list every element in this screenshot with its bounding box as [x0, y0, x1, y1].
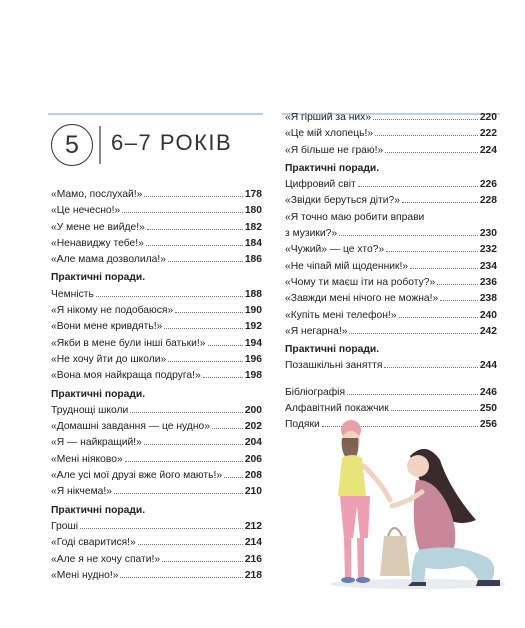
toc-page-number: 210: [244, 486, 262, 498]
toc-entry-title: «Але я не хочу спати!»: [51, 553, 161, 565]
toc-page-number: 190: [244, 305, 262, 317]
toc-leader-dots: [168, 261, 243, 262]
toc-leader-dots: [399, 317, 478, 318]
toc-leader-dots: [203, 377, 243, 378]
toc-page-number: 184: [244, 237, 262, 249]
toc-entry-title: «Я точно маю робити вправи: [285, 211, 425, 223]
toc-entry[interactable]: [285, 308, 497, 324]
toc-page-number: 204: [244, 437, 262, 449]
toc-entry-title: «Я негарна!»: [285, 325, 348, 337]
toc-leader-dots: [162, 561, 243, 562]
toc-entry-title: «Ненавиджу тебе!»: [51, 237, 144, 249]
toc-entry-title: «Я нікчема!»: [51, 486, 112, 498]
toc-leader-dots: [80, 528, 243, 529]
toc-page-number: 218: [244, 569, 262, 581]
toc-entry[interactable]: [51, 568, 262, 584]
toc-page-number: 188: [244, 288, 262, 300]
toc-entry[interactable]: [51, 336, 262, 352]
toc-entry[interactable]: [285, 210, 497, 226]
toc-page-number: 216: [244, 553, 262, 565]
toc-leader-dots: [347, 394, 478, 395]
toc-page-number: 220: [479, 112, 497, 123]
chapter-title: 6–7 РОКІВ: [111, 130, 233, 155]
toc-entry[interactable]: [51, 452, 262, 468]
toc-leader-dots: [96, 296, 243, 297]
toc-entry-title: «Це нечесно!»: [51, 205, 121, 217]
toc-entry[interactable]: [51, 403, 262, 419]
toc-entry-title: «Я — найкращий!»: [51, 437, 142, 449]
toc-entry-title: «Звідки беруться діти?»: [285, 195, 400, 207]
toc-page-number: 234: [479, 260, 497, 272]
toc-entry-title: «Якби в мене були інші батьки!»: [51, 337, 206, 349]
toc-leader-dots: [147, 229, 243, 230]
toc-page-number: 198: [244, 370, 262, 382]
toc-entry[interactable]: [285, 126, 497, 142]
toc-page-number: 192: [244, 321, 262, 333]
toc-leader-dots: [120, 577, 242, 578]
toc-section-heading: Практичні поради.: [285, 162, 380, 174]
toc-page-number: 208: [244, 470, 262, 482]
toc-page-number: 222: [479, 128, 497, 140]
chapter-divider: [99, 126, 101, 164]
toc-page-number: 240: [479, 309, 497, 321]
toc-page-number: 180: [244, 205, 262, 217]
toc-entry[interactable]: [51, 203, 262, 219]
mother-and-daughter-illustration: [318, 410, 508, 600]
toc-entry-title: Алфавітний покажчик: [285, 403, 389, 415]
toc-leader-dots: [164, 328, 243, 329]
toc-entry-title: «Вони мене кривдять!»: [51, 321, 163, 333]
toc-entry[interactable]: [285, 358, 497, 374]
toc-entry[interactable]: [285, 242, 497, 258]
toc-page-number: 182: [244, 221, 262, 233]
toc-entry-title: Позашкільні заняття: [285, 360, 383, 372]
toc-entry-title: «Не хочу йти до школи»: [51, 353, 167, 365]
toc-leader-dots: [130, 412, 243, 413]
toc-entry[interactable]: [285, 143, 497, 159]
toc-page-number: 186: [244, 254, 262, 266]
toc-entry-title: Цифровий світ: [285, 179, 356, 191]
toc-entry[interactable]: [51, 303, 262, 319]
toc-left-column: [51, 187, 262, 584]
toc-entry[interactable]: [51, 220, 262, 236]
toc-entry[interactable]: [51, 435, 262, 451]
toc-page-number: 178: [244, 189, 262, 200]
toc-leader-dots: [384, 367, 477, 368]
toc-page-number: 226: [479, 179, 497, 191]
toc-entry-title: «Вона моя найкраща подруга!»: [51, 370, 201, 382]
toc-entry[interactable]: [285, 177, 497, 193]
toc-entry[interactable]: [51, 419, 262, 435]
toc-entry-title: Подяки: [285, 419, 320, 431]
toc-page-number: 200: [244, 404, 262, 416]
toc-spacer: [285, 375, 497, 385]
toc-entry[interactable]: [285, 291, 497, 307]
toc-entry[interactable]: [51, 319, 262, 335]
toc-page-number: 250: [479, 403, 497, 415]
toc-entry[interactable]: [51, 368, 262, 384]
toc-entry[interactable]: [51, 252, 262, 268]
toc-leader-dots: [386, 251, 478, 252]
toc-section-heading: Практичні поради.: [285, 344, 380, 356]
toc-entry[interactable]: [285, 324, 497, 340]
toc-leader-dots: [168, 361, 243, 362]
toc-entry[interactable]: [51, 552, 262, 568]
toc-entry-title: «Я більше не граю!»: [285, 144, 384, 156]
toc-entry-title: «Мені нудно!»: [51, 569, 119, 581]
header-rule-left: [48, 113, 263, 115]
toc-leader-dots: [146, 245, 243, 246]
toc-entry-title: «Я нікому не подобаюся»: [51, 305, 174, 317]
toc-entry[interactable]: [51, 535, 262, 551]
toc-entry[interactable]: [285, 259, 497, 275]
toc-entry[interactable]: [285, 385, 497, 401]
toc-entry-title: «Чому ти маєш іти на роботу?»: [285, 276, 436, 288]
toc-leader-dots: [114, 493, 243, 494]
toc-entry[interactable]: [285, 110, 497, 126]
chapter-heading: [51, 124, 263, 168]
toc-page-number: 236: [479, 276, 497, 288]
toc-entry[interactable]: [51, 352, 262, 368]
toc-page-number: 214: [244, 537, 262, 549]
toc-entry-title: з музики?»: [285, 228, 338, 240]
toc-leader-dots: [358, 186, 478, 187]
toc-entry-title: «У мене не вийде!»: [51, 221, 145, 233]
toc-entry-title: «Але усі мої друзі вже його мають!»: [51, 470, 223, 482]
toc-leader-dots: [144, 196, 242, 197]
toc-page-number: 238: [479, 293, 497, 305]
toc-entry-title: «Купіть мені телефон!»: [285, 309, 397, 321]
toc-page-number: 232: [479, 244, 497, 256]
toc-page-number: 202: [244, 421, 262, 433]
toc-entry-title: Бібліографія: [285, 386, 346, 398]
toc-page-number: 206: [244, 453, 262, 465]
toc-entry-title: «Чужий» — це хто?»: [285, 244, 385, 256]
toc-entry-title: «Мені ніяково»: [51, 453, 123, 465]
chapter-number: 5: [51, 124, 93, 166]
toc-right-column: [285, 110, 497, 434]
toc-leader-dots: [212, 428, 243, 429]
toc-leader-dots: [440, 300, 478, 301]
toc-entry[interactable]: [51, 468, 262, 484]
toc-page-number: 244: [479, 360, 497, 372]
toc-page-number: 212: [244, 520, 262, 532]
toc-entry[interactable]: [51, 484, 262, 500]
toc-leader-dots: [410, 268, 478, 269]
toc-leader-dots: [125, 461, 243, 462]
toc-entry-title: «Це мій хлопець!»: [285, 128, 374, 140]
toc-page-number: 246: [479, 386, 497, 398]
toc-entry-title: «Я гірший за них»: [285, 112, 372, 123]
toc-leader-dots: [385, 152, 478, 153]
toc-leader-dots: [349, 333, 477, 334]
toc-section-heading: Практичні поради.: [51, 388, 146, 400]
toc-page-number: 256: [479, 419, 497, 431]
toc-entry[interactable]: [51, 287, 262, 303]
toc-leader-dots: [122, 212, 243, 213]
toc-leader-dots: [375, 135, 478, 136]
toc-page-number: 230: [479, 228, 497, 240]
toc-entry-title: «Домашні завдання — це нудно»: [51, 421, 210, 433]
toc-leader-dots: [138, 544, 243, 545]
toc-entry-title: «Годі сваритися!»: [51, 537, 136, 549]
toc-entry[interactable]: [51, 519, 262, 535]
toc-section-heading: Практичні поради.: [51, 272, 146, 284]
toc-section-heading: Практичні поради.: [51, 504, 146, 516]
toc-leader-dots: [402, 202, 478, 203]
toc-entry-continuation[interactable]: [285, 226, 497, 242]
toc-entry[interactable]: [285, 193, 497, 209]
toc-entry-title: «Мамо, послухай!»: [51, 189, 143, 200]
toc-entry-title: Чемність: [51, 288, 94, 300]
toc-entry-title: Труднощі школи: [51, 404, 129, 416]
toc-leader-dots: [175, 312, 243, 313]
toc-page-number: 194: [244, 337, 262, 349]
toc-entry-title: «Не чіпай мій щоденник!»: [285, 260, 409, 272]
toc-entry[interactable]: [285, 275, 497, 291]
toc-entry[interactable]: [51, 187, 262, 203]
toc-leader-dots: [144, 444, 243, 445]
toc-leader-dots: [437, 284, 478, 285]
toc-page-number: 224: [479, 144, 497, 156]
toc-leader-dots: [339, 235, 478, 236]
toc-entry-title: «Завжди мені нічого не можна!»: [285, 293, 439, 305]
toc-leader-dots: [208, 345, 243, 346]
toc-leader-dots: [224, 477, 243, 478]
toc-page-number: 196: [244, 353, 262, 365]
toc-leader-dots: [373, 119, 478, 120]
toc-page-number: 228: [479, 195, 497, 207]
toc-entry[interactable]: [51, 236, 262, 252]
toc-page-number: 242: [479, 325, 497, 337]
toc-entry-title: Гроші: [51, 520, 78, 532]
toc-entry-title: «Але мама дозволила!»: [51, 254, 166, 266]
